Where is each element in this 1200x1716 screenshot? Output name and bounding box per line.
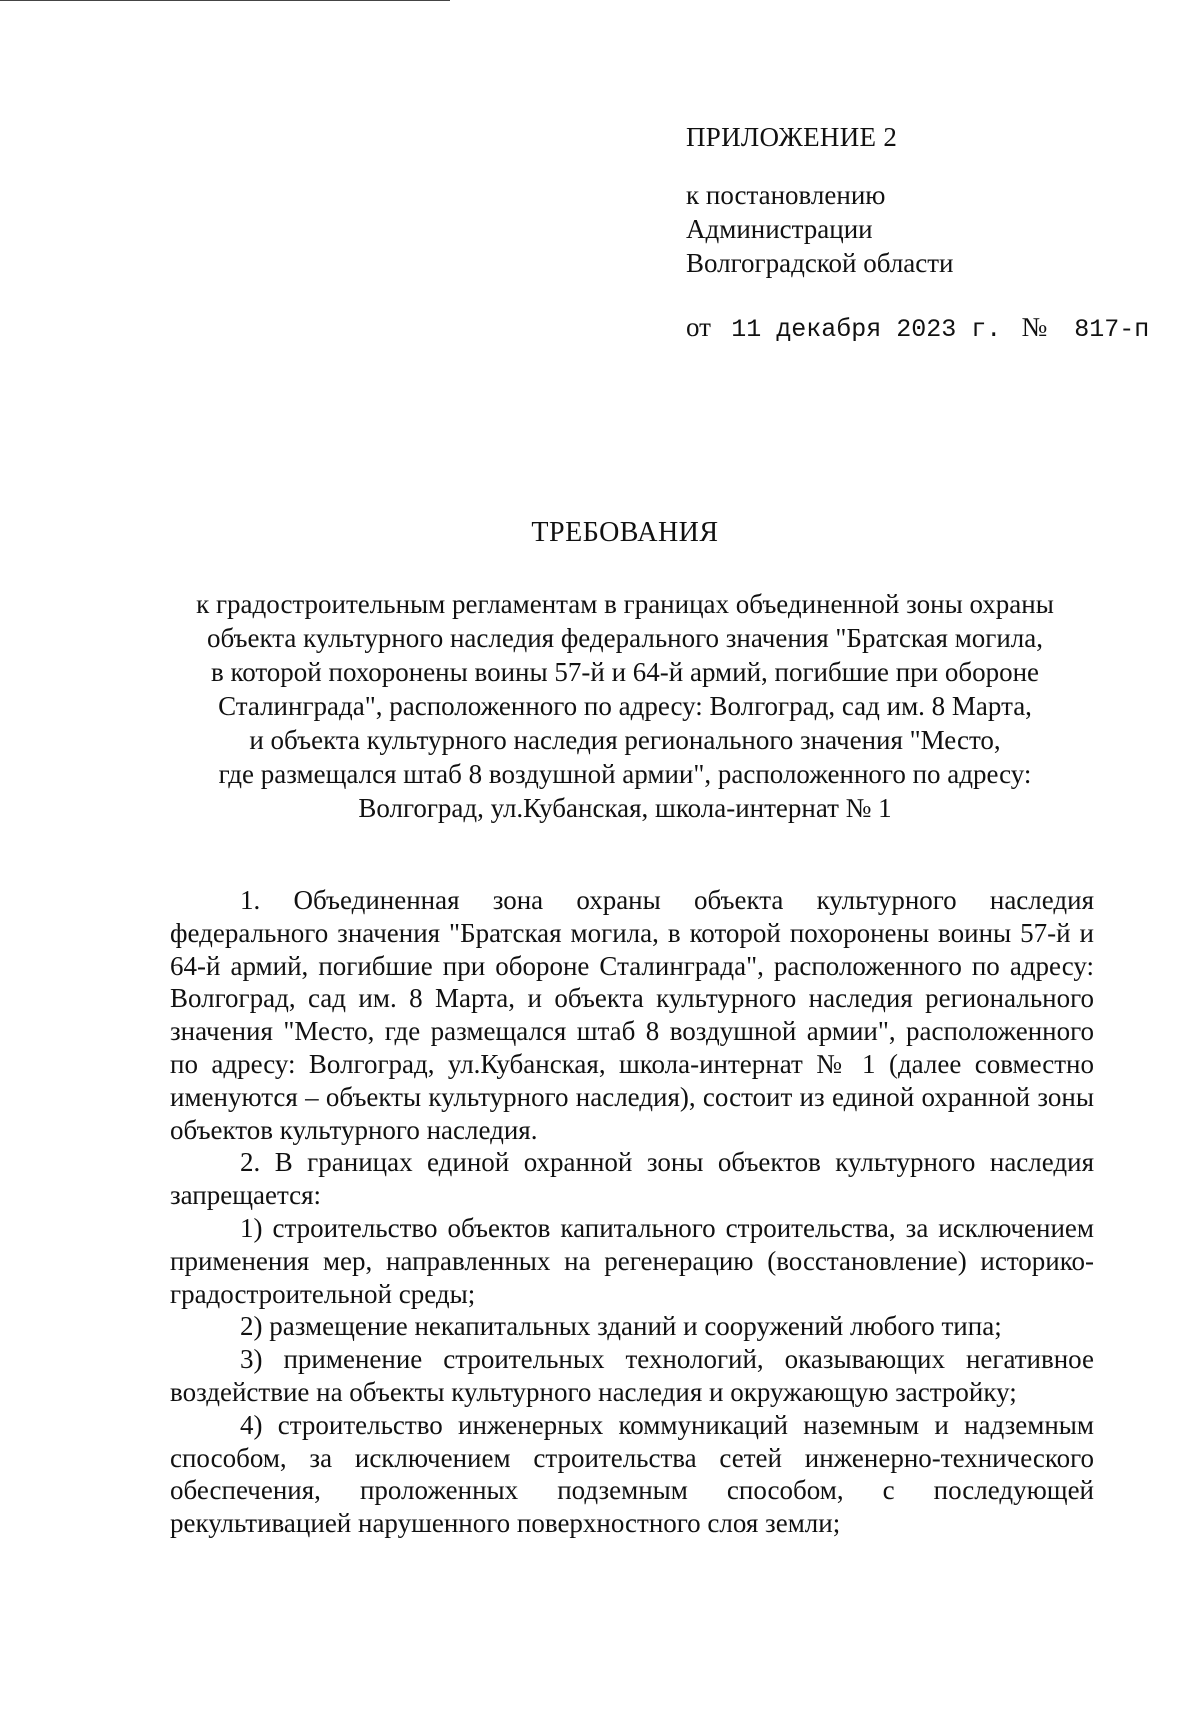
document-subtitle <box>150 587 1100 825</box>
appendix-addressee <box>686 178 1149 280</box>
appendix-block <box>686 120 1149 347</box>
addressee-line: Волгоградской области <box>686 248 954 278</box>
scan-edge-line <box>0 0 450 1</box>
date-value: 11 декабря 2023 г. <box>731 315 1002 344</box>
document-title: ТРЕБОВАНИЯ <box>531 517 719 548</box>
number-sign: № <box>1021 312 1048 342</box>
addressee-line: к постановлению <box>686 180 886 210</box>
paragraph: 2. В границах единой охранной зоны объектов культурного наследия запрещается: <box>170 1147 1094 1211</box>
list-item: 2) размещение некапитальных зданий и сооружений любого типа; <box>240 1311 1002 1342</box>
document-body <box>170 884 1094 1540</box>
subtitle-line: в которой похоронены воины 57-й и 64-й армий, погибшие при обороне <box>210 657 1040 687</box>
subtitle-line: Сталинграда", расположенного по адресу: Волгоград, сад им. 8 Марта, <box>218 691 1032 721</box>
list-item: 3) применение строительных технологий, оказывающих негативное воздействие на объекты культурного наследия и окружающую застройку; <box>170 1344 1094 1407</box>
list-item: 1) строительство объектов капитального строительства, за исключением применения мер, направленных на регенерацию (восстановление) историко-градостроительной среды; <box>170 1212 1094 1309</box>
subtitle-line: объекта культурного наследия федерального значения "Братская могила, <box>206 623 1044 653</box>
subtitle-line: к градостроительным регламентам в границах объединенной зоны охраны <box>196 589 1054 619</box>
paragraph: 1. Объединенная зона охраны объекта культурного наследия федерального значения "Братская могила, в которой похоронены воины 57-й и 64-й армий, погибшие при обороне Сталинграда", расположенного по адресу: Волгоград, сад им. 8 Марта, и объекта культурного наследия регионального значения "Место, где размещался штаб 8 воздушной армии", расположенного по адресу: Волгоград, ул.Кубанская, школа-интернат № 1 (далее совместно именуются – объекты культурного наследия), состоит из единой охранной зоны объектов культурного наследия. <box>170 885 1094 1145</box>
appendix-date-line <box>686 310 1149 347</box>
subtitle-line: где размещался штаб 8 воздушной армии", расположенного по адресу: <box>218 759 1032 789</box>
addressee-line: Администрации <box>686 214 873 244</box>
document-number: 817-п <box>1074 315 1150 344</box>
subtitle-line: и объекта культурного наследия регионального значения "Место, <box>249 725 1001 755</box>
list-item: 4) строительство инженерных коммуникаций наземным и надземным способом, за исключением строительства сетей инженерно-технического обеспечения, проложенных подземным способом, с последующей рекультивацией нарушенного поверхностного слоя земли; <box>170 1409 1094 1539</box>
appendix-title: ПРИЛОЖЕНИЕ 2 <box>686 122 898 152</box>
subtitle-line: Волгоград, ул.Кубанская, школа-интернат № 1 <box>358 793 892 823</box>
date-prefix: от <box>686 312 711 342</box>
